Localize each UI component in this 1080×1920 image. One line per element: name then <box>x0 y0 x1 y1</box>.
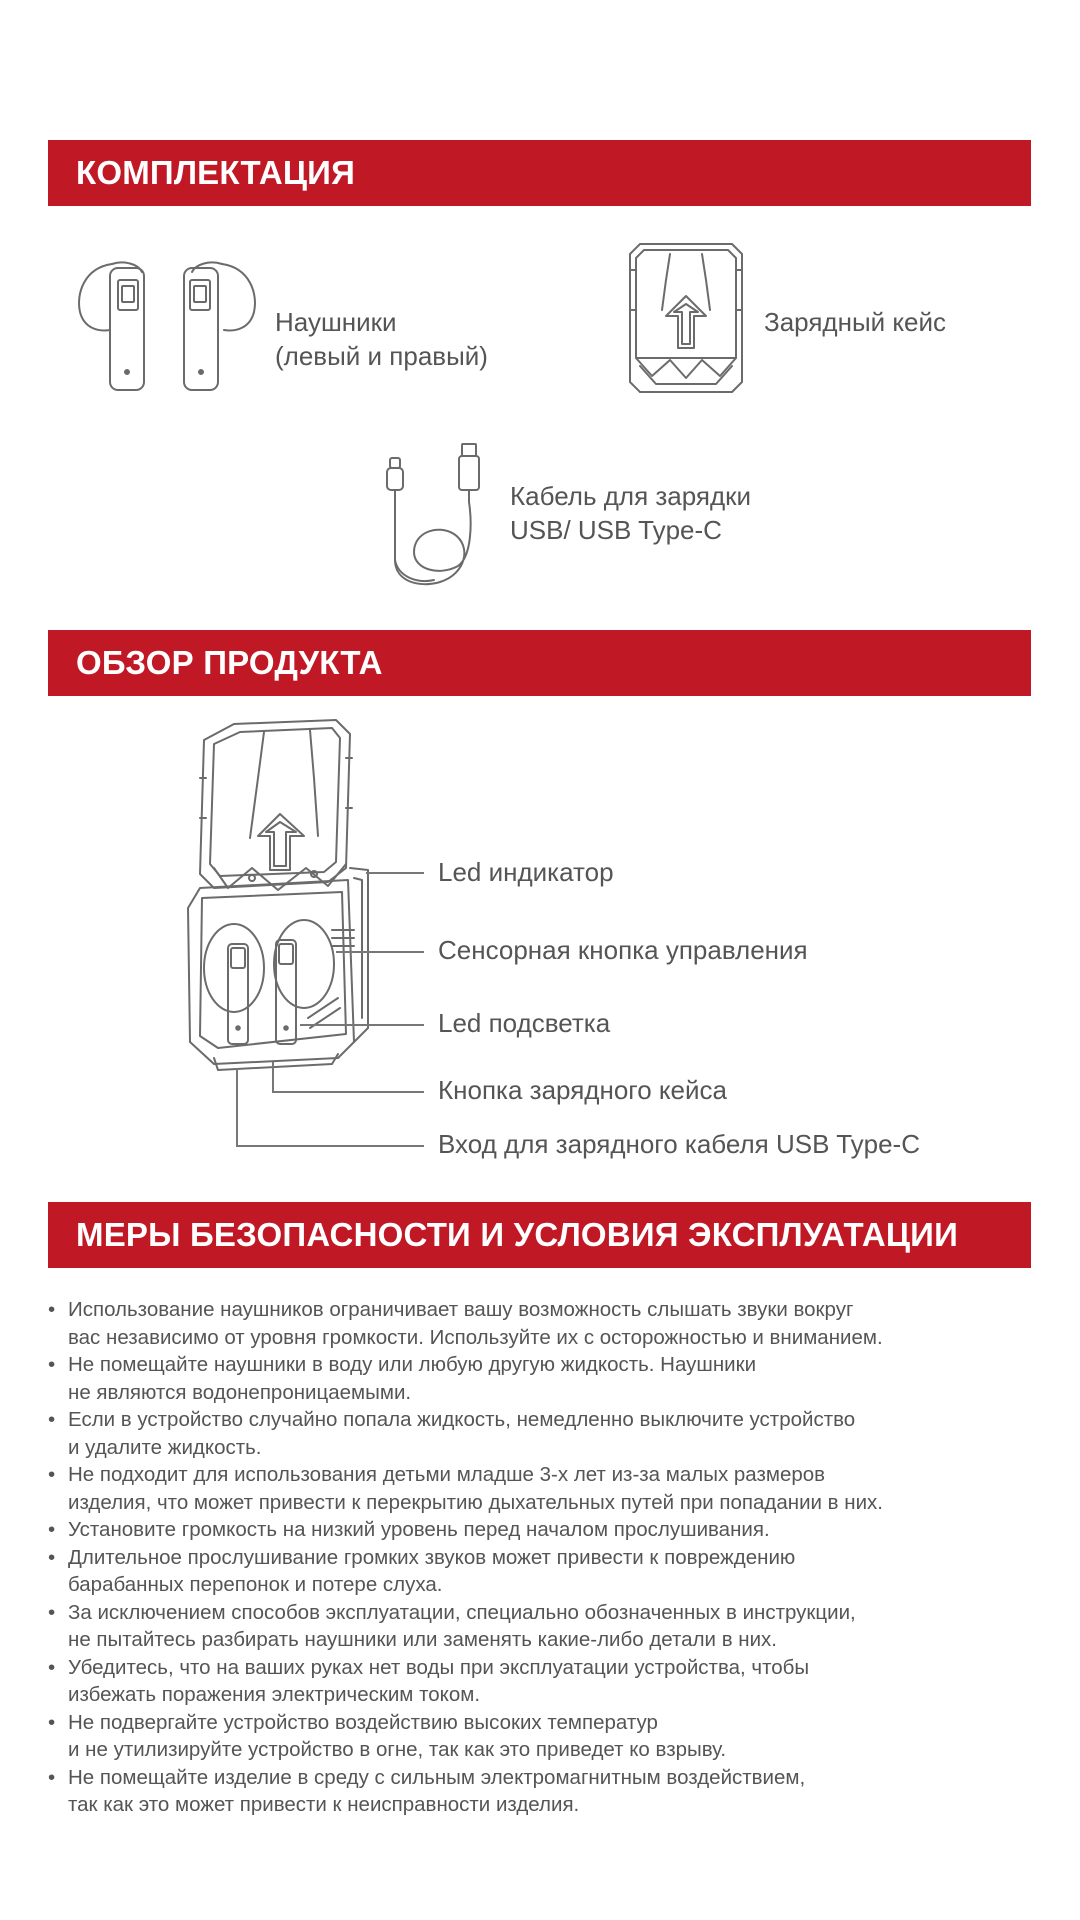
safety-item-line: Убедитесь, что на ваших руках нет воды при эксплуатации устройства, чтобы <box>68 1655 810 1679</box>
safety-item <box>48 1709 1033 1764</box>
label-earbuds: Наушники (левый и правый) <box>275 307 488 371</box>
bullet-marker: • <box>48 1545 56 1569</box>
bullet-marker: • <box>48 1655 56 1679</box>
callout-touch-control: Сенсорная кнопка управления <box>438 935 808 965</box>
safety-list <box>48 1296 1033 1819</box>
bullet-marker: • <box>48 1710 56 1734</box>
safety-item <box>48 1764 1033 1819</box>
callout-led-indicator: Led индикатор <box>438 857 614 887</box>
callout-led-backlight: Led подсветка <box>438 1008 611 1038</box>
safety-item-line: Если в устройство случайно попала жидкость, немедленно выключите устройство <box>68 1408 856 1431</box>
section-title-contents: КОМПЛЕКТАЦИЯ <box>76 154 356 191</box>
safety-item <box>48 1544 1033 1599</box>
safety-item-line: Не подвергайте устройство воздействию высоких температур <box>68 1710 658 1734</box>
safety-item-line: избежать поражения электрическим током. <box>68 1683 481 1706</box>
safety-item-line: так как это может привести к неисправности изделия. <box>68 1793 580 1816</box>
safety-item-line: Установите громкость на низкий уровень перед началом прослушивания. <box>68 1518 770 1541</box>
safety-item-line: и не утилизируйте устройство в огне, так как это приведет ко взрыву. <box>68 1738 727 1761</box>
bullet-marker: • <box>48 1765 56 1789</box>
safety-item-line: Не помещайте наушники в воду или любую другую жидкость. Наушники <box>68 1353 757 1376</box>
bullet-marker: • <box>48 1600 56 1624</box>
safety-item-line: Не помещайте изделие в среду с сильным электромагнитным воздействием, <box>68 1765 806 1789</box>
safety-item-line: вас независимо от уровня громкости. Используйте их с осторожностью и вниманием. <box>68 1325 883 1349</box>
section-title-overview: ОБЗОР ПРОДУКТА <box>76 644 383 681</box>
safety-item-line: изделия, что может привести к перекрытию дыхательных путей при попадании в них. <box>68 1490 883 1514</box>
bullet-marker: • <box>48 1518 56 1541</box>
safety-item <box>48 1351 1033 1406</box>
safety-item <box>48 1406 1033 1461</box>
bullet-marker: • <box>48 1298 56 1321</box>
safety-item-line: барабанных перепонок и потере слуха. <box>68 1573 443 1596</box>
safety-item <box>48 1296 1033 1351</box>
safety-item-line: Использование наушников ограничивает вашу возможность слышать звуки вокруг <box>68 1298 854 1321</box>
bullet-marker: • <box>48 1353 56 1376</box>
bullet-marker: • <box>48 1463 56 1486</box>
safety-item-line: Длительное прослушивание громких звуков может привести к повреждению <box>68 1545 796 1569</box>
safety-item-line: и удалите жидкость. <box>68 1435 262 1459</box>
bullet-marker: • <box>48 1408 56 1431</box>
safety-item-line: Не подходит для использования детьми младше 3-х лет из-за малых размеров <box>68 1463 826 1486</box>
safety-item <box>48 1516 1033 1544</box>
section-title-safety: МЕРЫ БЕЗОПАСНОСТИ И УСЛОВИЯ ЭКСПЛУАТАЦИИ <box>76 1216 959 1253</box>
safety-item-line: За исключением способов эксплуатации, специально обозначенных в инструкции, <box>68 1600 856 1624</box>
safety-item <box>48 1599 1033 1654</box>
safety-item-line: не являются водонепроницаемыми. <box>68 1380 412 1404</box>
safety-item-line: не пытайтесь разбирать наушники или заменять какие-либо детали в них. <box>68 1628 777 1651</box>
callout-usb-c-port: Вход для зарядного кабеля USB Type-C <box>438 1129 920 1159</box>
safety-item <box>48 1461 1033 1516</box>
label-usb-cable: Кабель для зарядки USB/ USB Type-C <box>510 481 752 545</box>
safety-item <box>48 1654 1033 1709</box>
section-header-safety <box>48 1202 1031 1268</box>
callout-case-button: Кнопка зарядного кейса <box>438 1075 727 1105</box>
label-charging-case: Зарядный кейс <box>764 307 947 337</box>
